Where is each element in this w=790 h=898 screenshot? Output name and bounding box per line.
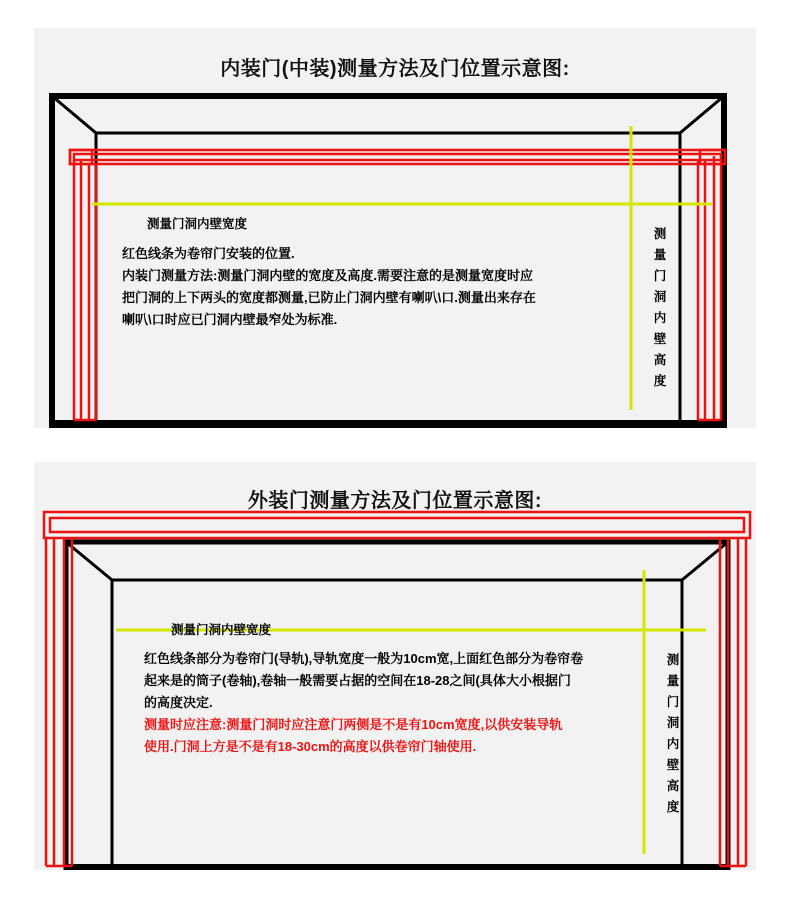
outer-body-text — [144, 648, 664, 758]
inner-door-diagram — [34, 28, 756, 428]
inner-width-caption: 测量门洞内壁宽度 — [147, 217, 248, 231]
inner-paragraph-1: 红色线条为卷帘门安装的位置. — [122, 246, 295, 261]
outer-door-diagram — [34, 462, 756, 870]
inner-door-svg — [34, 28, 756, 428]
outer-height-label: 测量门洞内壁高度 — [666, 653, 680, 814]
inner-paragraph-2: 内装门测量方法:测量门洞内壁的宽度及高度.需要注意的是测量宽度时应 — [122, 268, 533, 283]
inner-door-title: 内装门(中装)测量方法及门位置示意图: — [220, 58, 570, 80]
outer-width-caption: 测量门洞内壁宽度 — [171, 623, 272, 637]
outer-door-title: 外装门测量方法及门位置示意图: — [247, 490, 543, 512]
inner-height-label: 测量门洞内壁高度 — [653, 227, 667, 388]
inner-paragraph-3: 把门洞的上下两头的宽度都测量,已防止门洞内壁有喇叭\口.测量出来存在 — [122, 290, 536, 305]
inner-paragraph-4: 喇叭\口时应已门洞内壁最窄处为标准. — [122, 312, 338, 327]
outer-paragraph-3: 的高度决定. — [144, 695, 213, 710]
inner-door-panel — [34, 28, 756, 428]
outer-paragraph-5: 使用.门洞上方是不是有18-30cm的高度以供卷帘门轴使用. — [144, 739, 477, 754]
outer-paragraph-2: 起来是的筒子(卷轴),卷轴一般需要占据的空间在18-28之间(具体大小根据门 — [144, 673, 571, 688]
outer-paragraph-1: 红色线条部分为卷帘门(导轨),导轨宽度一般为10cm宽,上面红色部分为卷帘卷 — [144, 651, 584, 666]
outer-paragraph-4: 测量时应注意:测量门洞时应注意门两侧是不是有10cm宽度,以供安装导轨 — [144, 717, 563, 732]
outer-door-panel — [34, 462, 756, 870]
inner-body-text — [122, 243, 642, 331]
